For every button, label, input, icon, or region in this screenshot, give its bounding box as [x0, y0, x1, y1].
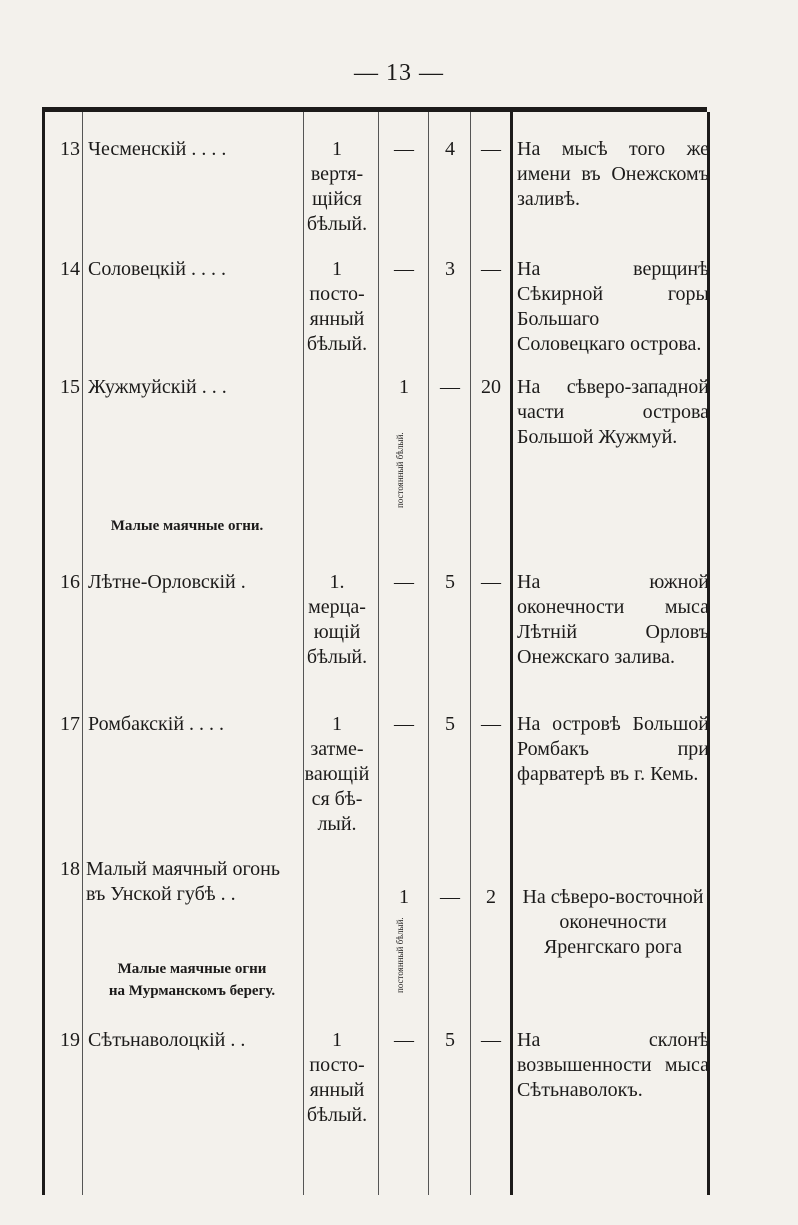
- col-6: 20: [481, 376, 501, 398]
- lighthouse-name: Малый маячный огонь въ Унской губѣ . .: [86, 858, 280, 905]
- col-4: —: [394, 713, 414, 735]
- lighthouse-name: Жужмуйскій . . .: [88, 376, 227, 398]
- light-character: 1 посто- янный бѣлый.: [306, 258, 368, 355]
- location: На сѣверо-западной части острова Большой Жужмуй.: [517, 376, 709, 448]
- vertical-light-character: постоянный бѣлый.: [395, 917, 405, 993]
- col-5: 4: [445, 138, 455, 160]
- col-4: —: [394, 571, 414, 593]
- top-rule: [42, 107, 707, 112]
- section-heading: Малые маячные огни.: [110, 518, 264, 534]
- light-character: 1. мерца- ющій бѣлый.: [306, 571, 368, 668]
- lighthouse-name: Чесменскій . . . .: [88, 138, 227, 160]
- location: На островѣ Большой Ромбакъ при фарватерѣ въ г. Кемь.: [517, 713, 709, 785]
- col-4: 1: [399, 376, 409, 398]
- location: На южной оконечности мыса Лѣтній Орловъ Онежскаго залива.: [517, 571, 709, 668]
- col-5: 3: [445, 258, 455, 280]
- row-number: 19: [60, 1029, 80, 1051]
- row-number: 16: [60, 571, 80, 593]
- row-number: 17: [60, 713, 80, 735]
- location: На склонѣ возвышенности мыса Сѣтьнаволокъ.: [517, 1029, 709, 1101]
- col-5: 5: [445, 713, 455, 735]
- col-6: —: [481, 1029, 501, 1051]
- location: На верщинѣ Сѣкирной горы Большаго Соловецкаго острова.: [517, 258, 709, 355]
- lighthouse-name: Сѣтьнаволоцкій . .: [88, 1029, 246, 1051]
- col-5: —: [440, 886, 460, 908]
- lighthouse-name: Соловецкій . . . .: [88, 258, 226, 280]
- lighthouse-name: Ромбакскій . . . .: [88, 713, 225, 735]
- column-divider: [510, 112, 513, 1195]
- left-border: [42, 112, 45, 1195]
- col-4: —: [394, 138, 414, 160]
- column-divider: [82, 112, 83, 1195]
- col-6: —: [481, 713, 501, 735]
- col-5: 5: [445, 1029, 455, 1051]
- row-number: 13: [60, 138, 80, 160]
- col-4: —: [394, 1029, 414, 1051]
- row-number: 18: [60, 858, 80, 880]
- col-4: —: [394, 258, 414, 280]
- location: На мысѣ того же имени въ Онежскомъ заливѣ.: [517, 138, 709, 210]
- col-6: —: [481, 258, 501, 280]
- row-number: 14: [60, 258, 80, 280]
- col-6: —: [481, 571, 501, 593]
- col-5: 5: [445, 571, 455, 593]
- col-4: 1: [399, 886, 409, 908]
- lighthouse-name: Лѣтне-Орловскій .: [88, 571, 246, 593]
- col-5: —: [440, 376, 460, 398]
- page-number: — 13 —: [354, 60, 444, 86]
- light-character: 1 вертя- щійся бѣлый.: [306, 138, 368, 235]
- col-6: 2: [486, 886, 496, 908]
- light-character: 1 посто- янный бѣлый.: [306, 1029, 368, 1126]
- row-number: 15: [60, 376, 80, 398]
- location: На сѣверо-восточной оконечности Яренгскаго рога: [522, 886, 704, 958]
- light-character: 1 затме- вающій ся бѣ- лый.: [304, 713, 370, 835]
- vertical-light-character: постоянный бѣлый.: [395, 432, 405, 508]
- section-heading: Малые маячные огни на Мурманскомъ берегу.: [108, 961, 276, 999]
- column-divider: [470, 112, 471, 1195]
- col-6: —: [481, 138, 501, 160]
- column-divider: [428, 112, 429, 1195]
